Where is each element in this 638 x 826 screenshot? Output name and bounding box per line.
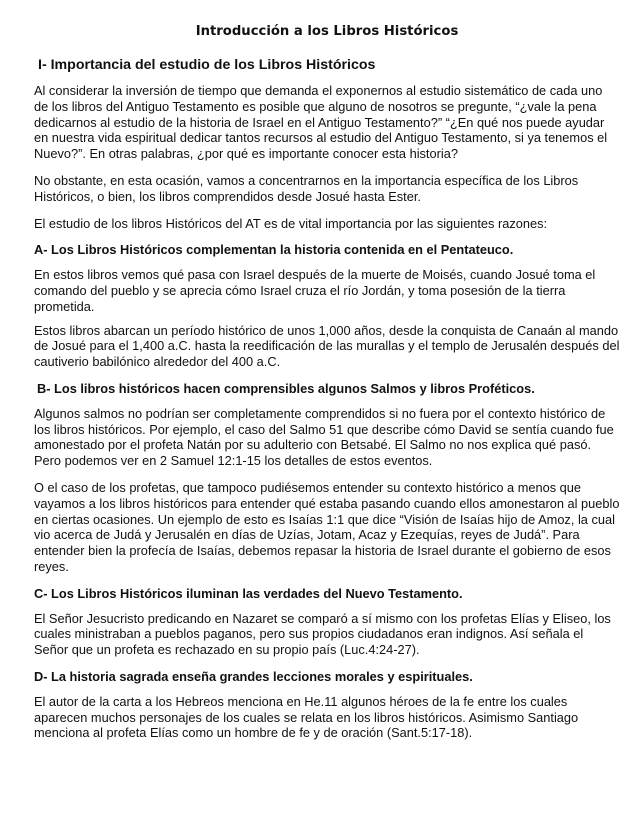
section-heading: I- Importancia del estudio de los Libros Históricos: [38, 57, 376, 73]
paragraph-reasons: El estudio de los libros Históricos del AT es de vital importancia por las siguientes razones:: [34, 215, 548, 231]
document-title: Introducción a los Libros Históricos: [195, 24, 459, 39]
subheading-b: B- Los libros históricos hacen comprensibles algunos Salmos y libros Proféticos.: [37, 380, 535, 396]
paragraph-intro-question: Al considerar la inversión de tiempo que demanda el exponernos al estudio sistemático de cada uno de los libros del Antiguo Testamento es posible que alguno de nosotros se pregunte, “¿vale la pena dedicarnos al estudio de la historia de Israel en el Antiguo Testamento?” “¿En qué nos puede ayudar en nuestra vida espiritual dedicar tantos recursos al estudio del Antiguo Testamento, si ya tenemos el Nuevo?”. En otras palabras, ¿por qué es importante conocer esta historia?: [34, 83, 608, 162]
paragraph-a2: Estos libros abarcan un período histórico de unos 1,000 años, desde la conquista de Canaán al mando de Josué para el 1,400 a.C. hasta la reedificación de las murallas y el templo de Jerusalén después del cautiverio babilónico alrededor del 400 a.C.: [34, 322, 620, 370]
subheading-c: C- Los Libros Históricos iluminan las verdades del Nuevo Testamento.: [34, 585, 463, 601]
paragraph-focus: No obstante, en esta ocasión, vamos a concentrarnos en la importancia específica de los Libros Históricos, o bien, los libros comprendidos desde Josué hasta Ester.: [34, 172, 579, 204]
paragraph-b1: Algunos salmos no podrían ser completamente comprendidos si no fuera por el contexto histórico de los libros históricos. Por ejemplo, el caso del Salmo 51 que describe cómo David se sentía cuando fue amonestado por el profeta Natán por su adulterio con Betsabé. El Salmo no nos explica qué pasó. Pero podemos ver en 2 Samuel 12:1-15 los detalles de estos eventos.: [34, 405, 614, 469]
paragraph-a1: En estos libros vemos qué pasa con Israel después de la muerte de Moisés, cuando Josué toma el comando del pueblo y se aprecia cómo Israel cruza el río Jordán, y toma posesión de la tierra prometida.: [34, 267, 596, 314]
paragraph-b2: O el caso de los profetas, que tampoco pudiésemos entender su contexto histórico a menos que vayamos a los libros históricos para entender qué estaba pasando cuando ellos amonestaron al pueblo en ciertas ocasiones. Un ejemplo de esto es Isaías 1:1 que dice “Visión de Isaías hijo de Amoz, la cual vio acerca de Judá y Jerusalén en días de Uzías, Jotam, Acaz y Ezequías, reyes de Judá”. Para entender bien la profecía de Isaías, debemos repasar la historia de Israel durante el gobierno de esos reyes.: [34, 479, 620, 574]
document-page: [34, 22, 620, 749]
paragraph-c1: El Señor Jesucristo predicando en Nazaret se comparó a sí mismo con los profetas Elías y Eliseo, los cuales ministraban a pueblos paganos, pero sus propios ciudadanos eran indignos. Así señala el Señor que un profeta es rechazado en su propio país (Luc.4:24-27).: [34, 610, 611, 658]
subheading-a: A- Los Libros Históricos complementan la historia contenida en el Pentateuco.: [34, 242, 514, 258]
paragraph-d1: El autor de la carta a los Hebreos menciona en He.11 algunos héroes de la fe entre los cuales aparecen muchos personajes de los cuales se relata en los libros históricos. Asimismo Santiago menciona al profeta Elías como un hombre de fe y de oración (Sant.5:17-18).: [34, 693, 579, 741]
subheading-d: D- La historia sagrada enseña grandes lecciones morales y espirituales.: [34, 668, 473, 684]
